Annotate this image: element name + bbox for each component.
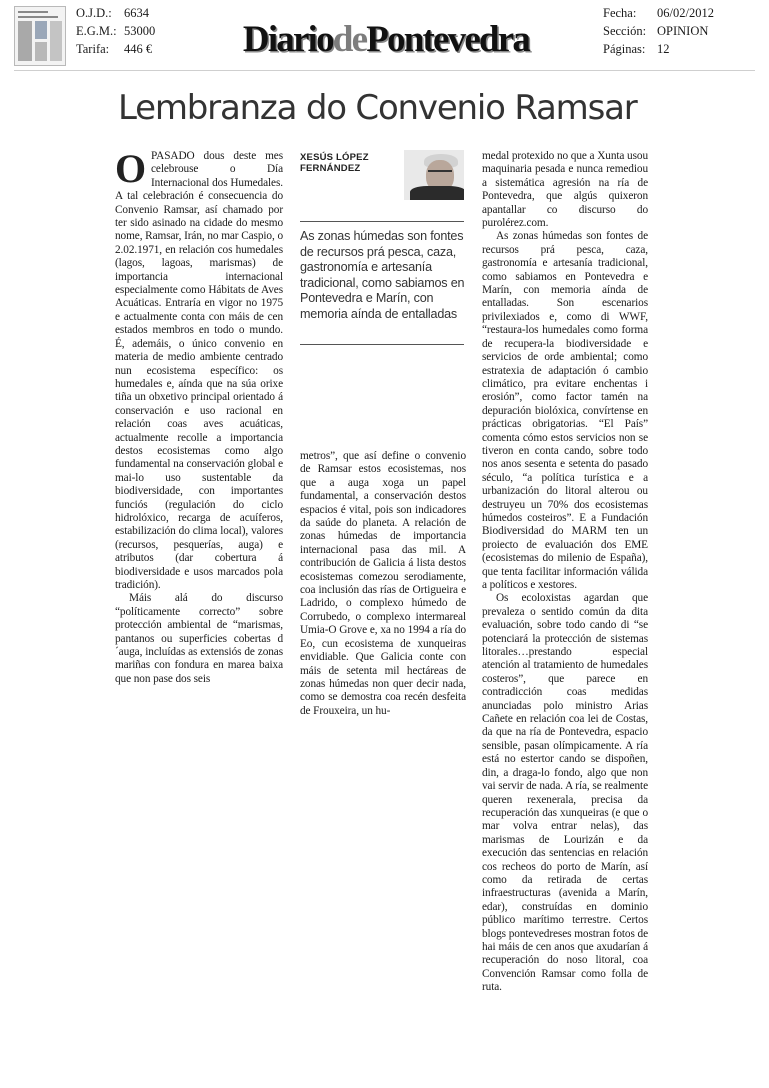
byline-last-name: FERNÁNDEZ — [300, 162, 361, 174]
page-thumbnail — [14, 6, 66, 66]
fecha-row — [603, 4, 714, 22]
drop-cap: O — [115, 146, 147, 191]
newspaper-masthead — [200, 18, 572, 61]
paragraph — [115, 146, 283, 592]
egm-value: 53000 — [124, 24, 156, 38]
paragraph: As zonas húmedas son fontes de recursos prá pesca, caza, gastronomía e artesanía tradicional, como sabiamos en Pontevedra e Marín, con memoria aínda de entalladas. Son escenarios privilexiados e, como di WWF, “restaura-los humedales como forma de recupera-la biodiversidade e servicios de orde ambiental; como estratexia de adaptación ó cambio climático, pra evitare enchentas i erosión”, como factor tamén na depuración biolóxica, convírtense en prácticas obrigatorias. “El País” comenta cómo estos servicios non se tiveron en conta cando, sobre todo nos anos sesenta e setenta do pasado século, “a política turística e a urbanización do litoral alterou ou destruyeu un 70% dos ecosistemas húmedos costeiros”. E a Fundación Biodiversidad do MARM ten un proiecto de evaluación dos EME (ecosistemas do milenio de España), que tenta facilitar información válida a políticos e xestores. — [482, 230, 648, 591]
seccion-value: OPINION — [657, 24, 709, 38]
header-divider — [14, 70, 755, 71]
article-column-1 — [115, 146, 283, 686]
masthead-de: de — [332, 19, 367, 60]
article-column-2 — [300, 450, 466, 718]
paragraph: Máis alá do discurso “políticamente correcto” sobre protección ambiental de “marismas, pantanos ou superficies cobertas d´auga, incluídas as extensiós de zonas mariñas con fondura en marea baixa que non pase dos seis — [115, 592, 283, 685]
paragraph: Os ecoloxistas agardan que prevaleza o sentido común da dita evaluación, sobre todo cando di “se potenciará la protección de sistemas litorales…prestando especial atención al tratamiento de humedales costeros”, que parece en contradicción coas medidas anunciadas polo ministro Arias Cañete en relación coa lei de Costas, da que na ría de Pontevedra, espacio sensible, pasan olímpicamente. A ría está no estertor cando se dispoñen, din, a draga-lo fondo, algo que non vai servir de nada. A ría, se realmente queren rexenerala, precisa da recuperación das xunqueiras (e que o mar volva entrar nelas), das marismas de Lourizán e da execución das sentencias en relación cos recheos do porto de Marín, así como da retirada de certas infraestructuras (avenida a Marín, edar), construídas en dominio público marítimo terrestre. Certos blogs pontevedreses mostran fotos de hai máis de cen anos que axudarían á recuperación do noso litoral, coa Convención Ramsar como folla de ruta. — [482, 592, 648, 994]
seccion-row — [603, 22, 714, 40]
paginas-value: 12 — [657, 42, 670, 56]
fecha-value: 06/02/2012 — [657, 6, 714, 20]
article-column-3 — [482, 150, 648, 995]
paragraph: metros”, que así define o convenio de Ramsar estos ecosistemas, nos que a auga xoga un papel fundamental, a conservación destos espacios é vital, pois son indicadores da saúde do planeta. A relación de zonas húmedas de importancia internacional pasa das mil. A contribución de Galicia á lista destos ecosistemas comezou serodiamente, coa inclusión das rías de Ortigueira e Ladrido, o complexo húmedo de Corrubedo, o complexo intermareal Umia-O Grove e, xa no 1994 a ría do Eo, cun ecosistema de xunqueiras envidiable. Que Galicia conte con máis de setenta mil hectáreas de zonas húmedas non quer decir nada, como se demostra coa recén desfeita de Frouxeira, un hu- — [300, 450, 466, 717]
pullquote-top-rule — [300, 221, 464, 222]
tarifa-value: 446 € — [124, 42, 153, 56]
ojd-value: 6634 — [124, 6, 149, 20]
ojd-row — [76, 4, 155, 22]
paragraph-text: PASADO dous deste mes celebrouse o Día Internacional dos Humedales. A tal celebración é consecuencia do Convenio Ramsar, así chamado por ter sido asinado na cidade do mesmo nome, Ramsar, Irán, no mar Caspio, o 2.02.1971, en relación cos humedales (lagos, lagoas, marismas) de importancia internacional especialmente como Hábitats de Aves Acuáticas. Entraría en vigor no 1975 e actualmente conta con máis de cen estados membros en todo o mundo. É, ademáis, o único convenio en materia de medio ambiente centrado nun ecosistema específico: os humedales e, aínda que na súa orixe tiña un obxetivo principal orientado á conservación e uso racional en relación coas aves acuáticas, actualmente recolle a importancia destos ecosistemas como algo fundamental na conservación global e mai-lo uso sustentable da biodiversidade, con importantes funciós (regulación do ciclo hidrolóxico, recarga de acuíferos, estabilización do clima local), valores (recursos, pesquerías, auga) e atributos (dar cobertura á biodiversidade e usos marcados pola tradición). — [115, 150, 283, 591]
fecha-label: Fecha: — [603, 6, 637, 20]
author-byline — [300, 153, 369, 174]
paragraph: medal protexido no que a Xunta usou maquinaria pesada e nunca remediou a sistemática agresión na ría de Pontevedra, que algús quixeron apantallar co discurso do purolérez.com. — [482, 150, 648, 230]
article-headline: Lembranza do Convenio Ramsar — [118, 88, 637, 128]
paginas-label: Páginas: — [603, 42, 646, 56]
paginas-row — [603, 40, 714, 58]
clipping-metadata-right — [603, 4, 714, 58]
author-photo — [404, 150, 464, 200]
pullquote: As zonas húmedas son fontes de recursos prá pesca, caza, gastronomía e artesanía tradicional, como sabiamos en Pontevedra e Marín, con memoria aínda de entalladas — [300, 229, 465, 321]
ojd-label: O.J.D.: — [76, 6, 112, 20]
egm-label: E.G.M.: — [76, 24, 117, 38]
clipping-metadata-left — [76, 4, 155, 58]
masthead-diario: Diario — [242, 19, 333, 60]
tarifa-label: Tarifa: — [76, 42, 110, 56]
tarifa-row — [76, 40, 155, 58]
masthead-pontevedra: Pontevedra — [366, 19, 530, 60]
byline-first-name: XESÚS LÓPEZ — [300, 152, 369, 163]
pullquote-bottom-rule — [300, 344, 464, 345]
seccion-label: Sección: — [603, 24, 647, 38]
egm-row — [76, 22, 155, 40]
